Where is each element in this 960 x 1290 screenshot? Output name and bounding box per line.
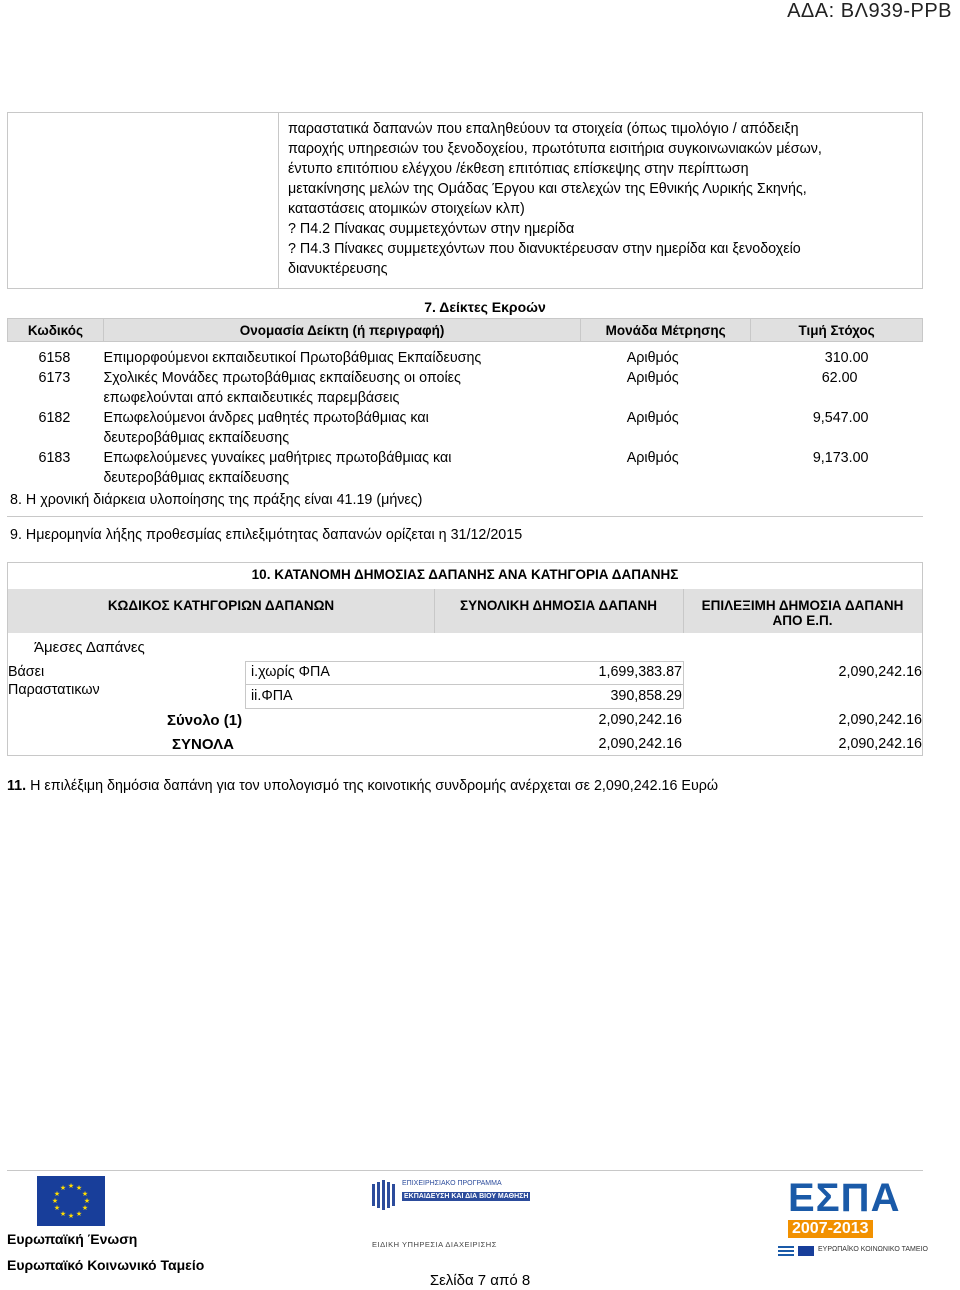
indicator-unit: Αριθμός: [626, 369, 679, 386]
svg-text:★: ★: [59, 1184, 67, 1192]
svg-text:★: ★: [59, 1210, 67, 1218]
col-name: Ονομασία Δείκτη (ή περιγραφή): [103, 319, 580, 342]
text-line: μετακίνησης μελών της Ομάδας Έργου και στελεχών της Εθνικής Λυρικής Σκηνής,: [288, 181, 807, 197]
svg-text:★: ★: [53, 1190, 61, 1198]
indicator-code: 6173: [38, 369, 71, 386]
deadline-text: 9. Ημερομηνία λήξης προθεσμίας επιλεξιμότητας δαπανών ορίζεται η 31/12/2015: [10, 527, 523, 543]
no-vat-eligible: 2,090,242.16: [838, 664, 922, 680]
table-row: [8, 408, 923, 448]
eu-caption: Ευρωπαϊκή Ένωση Ευρωπαϊκό Κοινωνικό Ταμείο: [7, 1231, 205, 1273]
text-line: ? Π4.3 Πίνακες συμμετεχόντων που διανυκτέρευσαν στην ημερίδα και ξενοδοχείο: [288, 241, 801, 257]
indicators-section: [7, 296, 923, 488]
svg-text:★: ★: [53, 1204, 61, 1212]
svg-text:★: ★: [75, 1210, 83, 1218]
col-unit: Μονάδα Μέτρησης: [581, 319, 751, 342]
svg-text:★: ★: [81, 1190, 89, 1198]
text-line: παροχής υπηρεσιών του ξενοδοχείου, πρωτότυπα εισιτήρια συγκοινωνιακών μέσων,: [288, 141, 822, 157]
table-row: [8, 368, 923, 408]
text-line: καταστάσεις ατομικών στοιχείων κλπ): [288, 201, 525, 217]
col-total-public: ΣΥΝΟΛΙΚΗ ΔΗΜΟΣΙΑ ΔΑΠΑΝΗ: [460, 598, 657, 613]
subtotal-eligible: 2,090,242.16: [838, 712, 922, 728]
text-line: παραστατικά δαπανών που επαληθεύουν τα στοιχεία (όπως τιμολόγιο / απόδειξη: [288, 121, 799, 137]
greek-flag-icon: [778, 1246, 794, 1256]
indicator-name: Σχολικές Μονάδες πρωτοβάθμιας εκπαίδευσης οι οποίες επωφελούνται από εκπαιδευτικές παρεμβάσεις: [103, 369, 461, 406]
svg-text:★: ★: [81, 1204, 89, 1212]
divider: [7, 516, 923, 517]
indicator-unit: Αριθμός: [626, 409, 679, 426]
indicator-code: 6158: [38, 349, 71, 366]
grand-total-label: ΣΥΝΟΛΑ: [172, 736, 234, 753]
svg-text:★: ★: [83, 1197, 91, 1205]
indicators-table: [7, 318, 923, 488]
indicator-code: 6182: [38, 409, 71, 426]
direct-costs-label: Άμεσες Δαπάνες: [34, 639, 145, 656]
allocation-title: 10. ΚΑΤΑΝΟΜΗ ΔΗΜΟΣΙΑΣ ΔΑΠΑΝΗΣ ΑΝΑ ΚΑΤΗΓΟΡΙΑ ΔΑΠΑΝΗΣ: [251, 567, 679, 582]
indicator-target: 310.00: [824, 349, 869, 366]
col-code: Κωδικός: [8, 319, 104, 342]
subtotal-total: 2,090,242.16: [598, 712, 682, 728]
col-category-code: ΚΩΔΙΚΟΣ ΚΑΤΗΓΟΡΙΩΝ ΔΑΠΑΝΩΝ: [107, 598, 335, 613]
indicator-unit: Αριθμός: [626, 349, 679, 366]
indicators-title: 7. Δείκτες Εκροών: [424, 299, 546, 315]
eligible-expense-note: 11. Η επιλέξιμη δημόσια δαπάνη για τον υπολογισμό της κοινοτικής συνδρομής ανέρχεται σε 2,090,242.16 Ευρώ: [7, 778, 719, 794]
ada-code: ΑΔΑ: ΒΛ939-ΡΡΒ: [787, 0, 952, 22]
eu-flag-icon: [37, 1176, 105, 1226]
page-number: Σελίδα 7 από 8: [429, 1272, 531, 1289]
grand-eligible: 2,090,242.16: [838, 736, 922, 752]
footer-divider: [7, 1170, 923, 1171]
no-vat-label: i.χωρίς ΦΠΑ: [251, 664, 330, 680]
svg-text:★: ★: [67, 1182, 75, 1190]
indicator-name: Επωφελούμενες γυναίκες μαθήτριες πρωτοβάθμιας και δευτεροβάθμιας εκπαίδευσης: [103, 449, 452, 486]
subtotal-label: Σύνολο (1): [167, 712, 243, 729]
vat-total: 390,858.29: [610, 688, 682, 704]
indicator-target: 9,173.00: [812, 449, 869, 466]
indicators-header-row: [8, 319, 923, 342]
svg-text:★: ★: [75, 1184, 83, 1192]
allocation-table: [7, 562, 923, 756]
col-eligible-public: ΕΠΙΛΕΞΙΜΗ ΔΗΜΟΣΙΑ ΔΑΠΑΝΗ ΑΠΟ Ε.Π.: [701, 598, 904, 628]
text-line: διανυκτέρευσης: [288, 261, 388, 277]
svg-text:★: ★: [51, 1197, 59, 1205]
indicator-target: 9,547.00: [812, 409, 869, 426]
indicator-code: 6183: [38, 449, 71, 466]
grand-total: 2,090,242.16: [598, 736, 682, 752]
duration-text: 8. Η χρονική διάρκεια υλοποίησης της πράξης είναι 41.19 (μήνες): [10, 492, 423, 508]
no-vat-total: 1,699,383.87: [598, 664, 682, 680]
table-row: [8, 448, 923, 488]
indicator-target: 62.00: [821, 369, 858, 386]
eu-flag-small-icon: [798, 1246, 814, 1256]
empty-label-cell: [8, 113, 279, 288]
indicator-unit: Αριθμός: [626, 449, 679, 466]
continuation-text: [288, 119, 918, 279]
text-line: έντυπο επιτόπιου ελέγχου /έκθεση επιτόπιας επίσκεψης στην περίπτωση: [288, 161, 749, 177]
col-target: Τιμή Στόχος: [751, 319, 923, 342]
indicator-name: Επιμορφούμενοι εκπαιδευτικοί Πρωτοβάθμιας Εκπαίδευσης: [103, 349, 482, 366]
svg-text:★: ★: [67, 1212, 75, 1220]
vat-label: ii.ΦΠΑ: [251, 688, 293, 704]
basis-label: Βάσει Παραστατικων: [8, 664, 100, 698]
text-line: ? Π4.2 Πίνακας συμμετεχόντων στην ημερίδα: [288, 221, 575, 237]
indicator-name: Επωφελούμενοι άνδρες μαθητές πρωτοβάθμιας και δευτεροβάθμιας εκπαίδευσης: [103, 409, 429, 446]
table-row: [8, 348, 923, 368]
continuation-box: [7, 112, 923, 289]
epekt-logo: ΕΠΙΧΕΙΡΗΣΙΑΚΟ ΠΡΟΓΡΑΜΜΑ ΕΚΠΑΙΔΕΥΣΗ ΚΑΙ ΔΙΑ ΒΙΟΥ ΜΑΘΗΣΗ ΕΙΔΙΚΗ ΥΠΗΡΕΣΙΑ ΔΙΑΧΕΙΡΙΣΗΣ: [372, 1180, 529, 1249]
espa-logo: ΕΣΠΑ 2007-2013 ΕΥΡΩΠΑΪΚΟ ΚΟΙΝΩΝΙΚΟ ΤΑΜΕΙΟ: [778, 1176, 923, 1271]
